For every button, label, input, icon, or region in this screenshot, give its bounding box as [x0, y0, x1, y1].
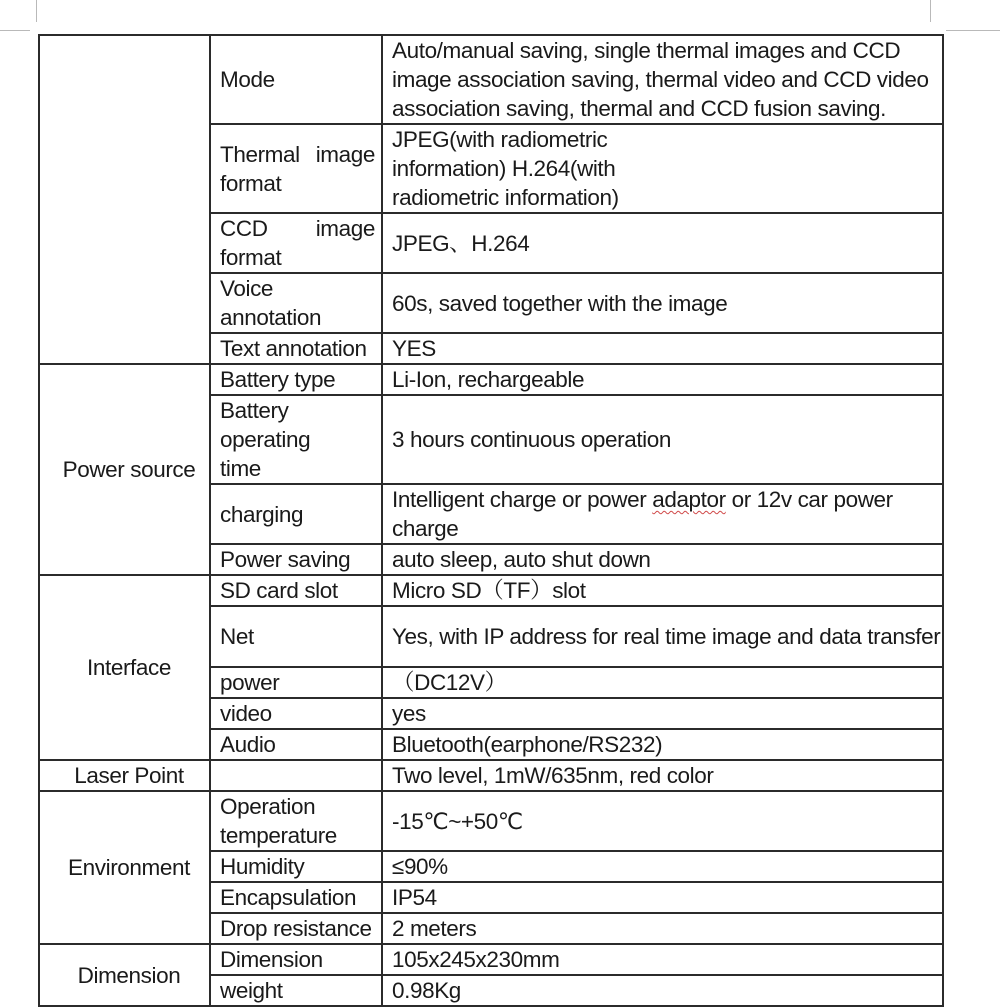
value-cell: （DC12V） — [382, 667, 943, 698]
value-cell: auto sleep, auto shut down — [382, 544, 943, 575]
feature-cell: Humidity — [210, 851, 382, 882]
category-cell: Environment — [39, 791, 210, 944]
value-cell: Two level, 1mW/635nm, red color — [382, 760, 943, 791]
feature-cell: Battery type — [210, 364, 382, 395]
feature-cell: Text annotation — [210, 333, 382, 364]
value-cell: Bluetooth(earphone/RS232) — [382, 729, 943, 760]
feature-cell — [210, 760, 382, 791]
feature-cell: Voice annotation — [210, 273, 382, 333]
value-cell: 0.98Kg — [382, 975, 943, 1006]
value-cell: IP54 — [382, 882, 943, 913]
value-cell: 3 hours continuous operation — [382, 395, 943, 484]
category-cell: Power source — [39, 364, 210, 575]
spec-table — [38, 34, 944, 1007]
category-cell: Laser Point — [39, 760, 210, 791]
feature-cell: Dimension — [210, 944, 382, 975]
category-cell: Interface — [39, 575, 210, 760]
table-row — [39, 760, 943, 791]
feature-cell: Net — [210, 606, 382, 667]
page-corner-mark-right-horizontal — [946, 30, 1000, 31]
value-cell: JPEG、H.264 — [382, 213, 943, 273]
feature-cell: Battery operating time — [210, 395, 382, 484]
value-cell: Auto/manual saving, single thermal images and CCD image association saving, thermal video and CCD video association saving, thermal and CCD fusion saving. — [382, 35, 943, 124]
table-row — [39, 944, 943, 975]
value-cell: -15℃~+50℃ — [382, 791, 943, 851]
value-cell: Yes, with IP address for real time image and data transfer — [382, 606, 943, 667]
value-cell: 2 meters — [382, 913, 943, 944]
feature-cell: charging — [210, 484, 382, 544]
feature-cell: Power saving — [210, 544, 382, 575]
page-corner-mark-left-horizontal — [0, 30, 30, 31]
value-cell: 105x245x230mm — [382, 944, 943, 975]
feature-cell: Audio — [210, 729, 382, 760]
feature-cell: power — [210, 667, 382, 698]
value-cell: yes — [382, 698, 943, 729]
value-cell: 60s, saved together with the image — [382, 273, 943, 333]
value-cell: Micro SD（TF）slot — [382, 575, 943, 606]
feature-cell: weight — [210, 975, 382, 1006]
feature-cell: Drop resistance — [210, 913, 382, 944]
feature-cell: Encapsulation — [210, 882, 382, 913]
category-cell: Dimension — [39, 944, 210, 1006]
value-cell: Li-Ion, rechargeable — [382, 364, 943, 395]
feature-cell: SD card slot — [210, 575, 382, 606]
feature-cell: video — [210, 698, 382, 729]
table-row — [39, 575, 943, 606]
spellcheck-marked-word: adaptor — [652, 487, 726, 512]
value-cell: ≤90% — [382, 851, 943, 882]
value-cell: Intelligent charge or power adaptor or 12v car power charge — [382, 484, 943, 544]
table-row — [39, 791, 943, 851]
table-row — [39, 364, 943, 395]
feature-cell: Thermal image format — [210, 124, 382, 213]
feature-cell: Mode — [210, 35, 382, 124]
category-cell — [39, 35, 210, 364]
table-row — [39, 35, 943, 124]
value-cell: YES — [382, 333, 943, 364]
page-corner-mark-right-vertical — [930, 0, 931, 22]
value-cell: JPEG(with radiometric information) H.264(with radiometric information) — [382, 124, 943, 213]
feature-cell: Operation temperature — [210, 791, 382, 851]
feature-cell: CCD image format — [210, 213, 382, 273]
page-corner-mark-left-vertical — [36, 0, 37, 22]
